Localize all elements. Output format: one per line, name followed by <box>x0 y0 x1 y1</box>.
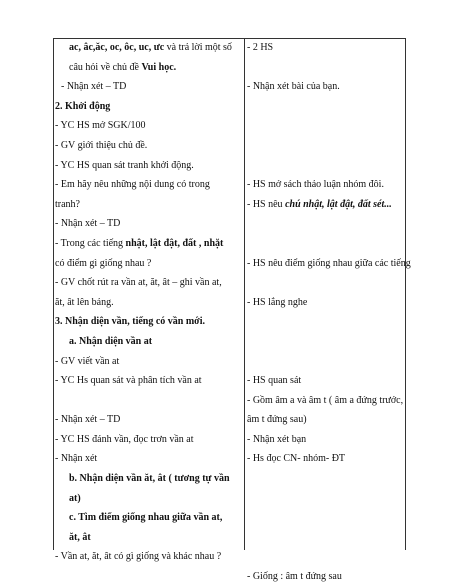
teacher-activity-text: nhật, lật đật, đất , nhặt <box>125 237 224 249</box>
student-activity-text: - Nhận xét bạn <box>247 433 307 445</box>
student-activity-line <box>247 38 403 58</box>
student-activity-text: - Nhận xét bài của bạn. <box>247 81 340 93</box>
teacher-activity-line <box>55 293 241 313</box>
teacher-activity-line <box>55 195 241 215</box>
teacher-activity-text: tranh? <box>55 198 80 210</box>
student-activity-line <box>247 332 403 352</box>
teacher-activity-text: - YC HS mở SGK/100 <box>55 120 146 132</box>
teacher-activity-line <box>55 156 241 176</box>
teacher-activity-line <box>55 312 241 332</box>
teacher-activity-text: câu hỏi về chủ đề <box>69 61 142 73</box>
teacher-activity-line <box>55 508 241 528</box>
student-activity-line <box>247 234 403 254</box>
student-activity-line <box>247 214 403 234</box>
student-activity-line <box>247 371 403 391</box>
student-activity-text: - HS nêu điểm giống nhau giữa các tiếng <box>247 257 411 269</box>
teacher-activity-text: - GV viết vần at <box>55 355 120 367</box>
student-activity-text: - HS lắng nghe <box>247 296 308 308</box>
teacher-activity-line <box>55 528 241 548</box>
teacher-activity-text: - Nhận xét – TD <box>55 218 121 230</box>
teacher-activity-line <box>55 136 241 156</box>
teacher-activity-text: a. Nhận diện vần at <box>69 335 153 347</box>
teacher-activity-text: - GV giới thiệu chủ đề. <box>55 139 148 151</box>
teacher-activity-text: - GV chốt rút ra vần at, ăt, ât – ghi vần at, <box>55 277 222 289</box>
student-activity-line <box>247 391 403 411</box>
student-activity-text: - HS nêu <box>247 198 286 210</box>
teacher-activity-line <box>55 547 241 567</box>
teacher-activity-text: at) <box>69 492 81 504</box>
teacher-activity-text: và trả lời một số <box>164 42 232 53</box>
student-activity-line <box>247 77 403 97</box>
teacher-activity-text: 3. Nhận diện vần, tiếng có vần mới. <box>55 316 205 328</box>
student-activity-line <box>247 116 403 136</box>
student-activity-text: chú nhật, lật đật, đất sét... <box>285 198 392 210</box>
teacher-activity-line <box>55 410 241 430</box>
student-activity-line <box>247 430 403 450</box>
teacher-activity-text: ăt, ât <box>69 531 91 543</box>
column-divider <box>244 38 245 550</box>
student-activity-line <box>247 469 403 489</box>
teacher-activity-line <box>55 352 241 372</box>
student-activity-line <box>247 528 403 548</box>
teacher-activity-line <box>55 97 241 117</box>
teacher-activities-column <box>55 38 241 567</box>
teacher-activity-line <box>55 175 241 195</box>
teacher-activity-line <box>55 371 241 391</box>
student-activity-line <box>247 273 403 293</box>
teacher-activity-line <box>55 449 241 469</box>
teacher-activity-text: - YC HS đánh vần, đọc trơn vần at <box>55 433 194 445</box>
student-activity-text: - HS quan sát <box>247 375 302 387</box>
student-activity-text: - Giống : âm t đứng sau <box>247 571 342 583</box>
teacher-activity-line <box>55 214 241 234</box>
student-activity-line <box>247 547 403 567</box>
student-activity-line <box>247 312 403 332</box>
student-activity-line <box>247 352 403 372</box>
student-activity-line <box>247 97 403 117</box>
student-activity-line <box>247 195 403 215</box>
teacher-activity-line <box>55 469 241 489</box>
teacher-activity-line <box>55 332 241 352</box>
teacher-activity-text: - Trong các tiếng <box>55 237 126 249</box>
student-activity-line <box>247 567 403 587</box>
teacher-activity-text: c. Tìm điểm giống nhau giữa vần at, <box>69 512 223 524</box>
teacher-activity-line <box>55 38 241 58</box>
teacher-activity-text: ăt, ât lên bảng. <box>55 296 114 308</box>
teacher-activity-text: ac, âc,ăc, oc, ôc, uc, ưc <box>69 42 165 53</box>
teacher-activity-line <box>55 430 241 450</box>
teacher-activity-text: - Vần at, ăt, ât có gì giống và khác nhau ? <box>55 551 222 563</box>
teacher-activity-text: có điểm gì giống nhau ? <box>55 257 152 269</box>
student-activity-text: - Hs đọc CN- nhóm- ĐT <box>247 453 346 465</box>
teacher-activity-line <box>55 391 241 411</box>
teacher-activity-text: - Nhận xét <box>55 453 98 465</box>
student-activity-line <box>247 254 411 274</box>
teacher-activity-line <box>55 254 241 274</box>
teacher-activity-line <box>55 58 241 78</box>
student-activity-line <box>247 489 403 509</box>
teacher-activity-text: b. Nhận diện vần ăt, ât ( tương tự vần <box>69 473 230 485</box>
teacher-activity-text: 2. Khởi động <box>55 100 111 112</box>
teacher-activity-line <box>55 116 241 136</box>
student-activity-text: - Gồm âm a và âm t ( âm a đứng trước, <box>247 394 404 406</box>
student-activity-line <box>247 136 403 156</box>
student-activity-text: - HS mở sách thảo luận nhóm đôi. <box>247 179 384 191</box>
student-activity-line <box>247 175 403 195</box>
teacher-activity-line <box>55 489 241 509</box>
teacher-activity-text: - Em hãy nêu những nội dung có trong <box>55 179 210 191</box>
student-activity-line <box>247 449 403 469</box>
student-activity-line <box>247 410 403 430</box>
teacher-activity-text: - Nhận xét – TD <box>55 414 121 426</box>
teacher-activity-text: - YC HS quan sát tranh khởi động. <box>55 159 194 171</box>
teacher-activity-line <box>55 234 241 254</box>
student-activity-line <box>247 293 403 313</box>
student-activity-line <box>247 156 403 176</box>
teacher-activity-line <box>55 77 241 97</box>
teacher-activity-text: Vui học. <box>141 61 177 73</box>
student-activity-line <box>247 508 403 528</box>
teacher-activity-text: - YC Hs quan sát và phân tích vần at <box>55 375 202 387</box>
student-activity-text: - 2 HS <box>247 42 274 53</box>
student-activity-line <box>247 58 403 78</box>
teacher-activity-line <box>55 273 241 293</box>
teacher-activity-text: - Nhận xét – TD <box>61 81 127 93</box>
student-activity-text: âm t đứng sau) <box>247 414 307 426</box>
student-activities-column <box>247 38 411 587</box>
